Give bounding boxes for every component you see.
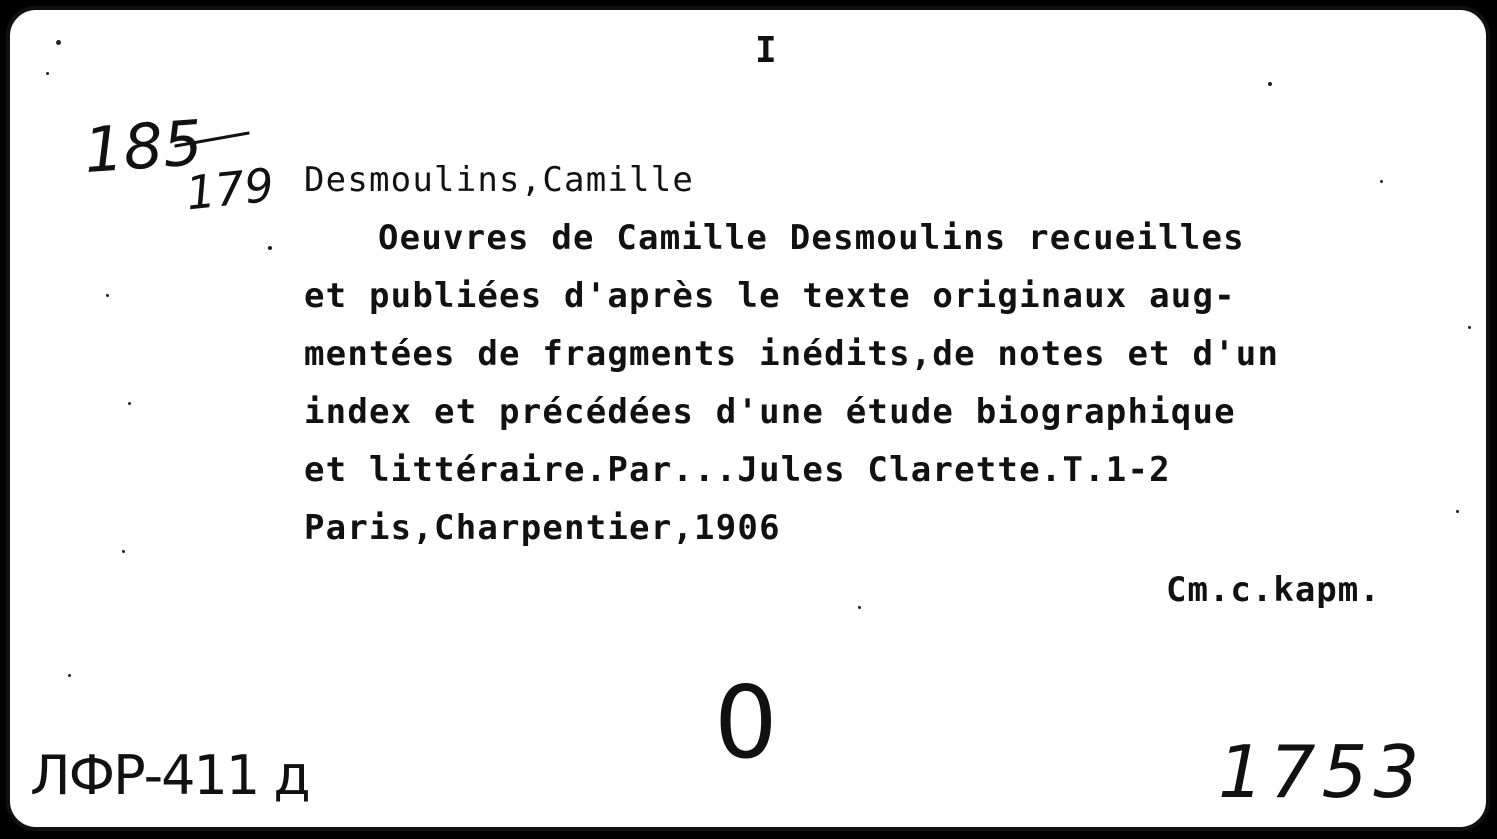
title-line: Oeuvres de Camille Desmoulins recueilles [378,218,1245,258]
speck [1268,82,1272,86]
imprint-line: Paris,Charpentier,1906 [304,508,781,548]
top-mark: I [755,30,777,71]
title-line: et publiées d'après le texte originaux aug- [304,276,1236,316]
call-number-numerator: 185 [81,105,205,188]
inventory-number: 1753 [1218,730,1426,814]
speck [1380,180,1383,183]
speck [46,72,49,75]
call-number-denominator: 179 [183,157,277,221]
speck [128,402,131,405]
speck [858,606,861,609]
location-note: Cm.c.kapm. [1166,570,1381,610]
speck [122,550,125,553]
catalog-card [6,6,1490,831]
speck [268,246,272,250]
center-mark: 0 [714,664,778,781]
speck [1456,510,1459,513]
speck [68,674,71,677]
speck [1468,326,1471,329]
title-line: et littéraire.Par...Jules Clarette.T.1-2 [304,450,1171,490]
title-line: mentées de fragments inédits,de notes et d'un [304,334,1280,374]
speck [56,40,61,45]
author-heading: Desmoulins,Camille [304,160,695,200]
title-line: index et précédées d'une étude biographique [304,392,1236,432]
speck [106,294,109,297]
shelf-code: ЛФР-411 д [30,744,309,807]
